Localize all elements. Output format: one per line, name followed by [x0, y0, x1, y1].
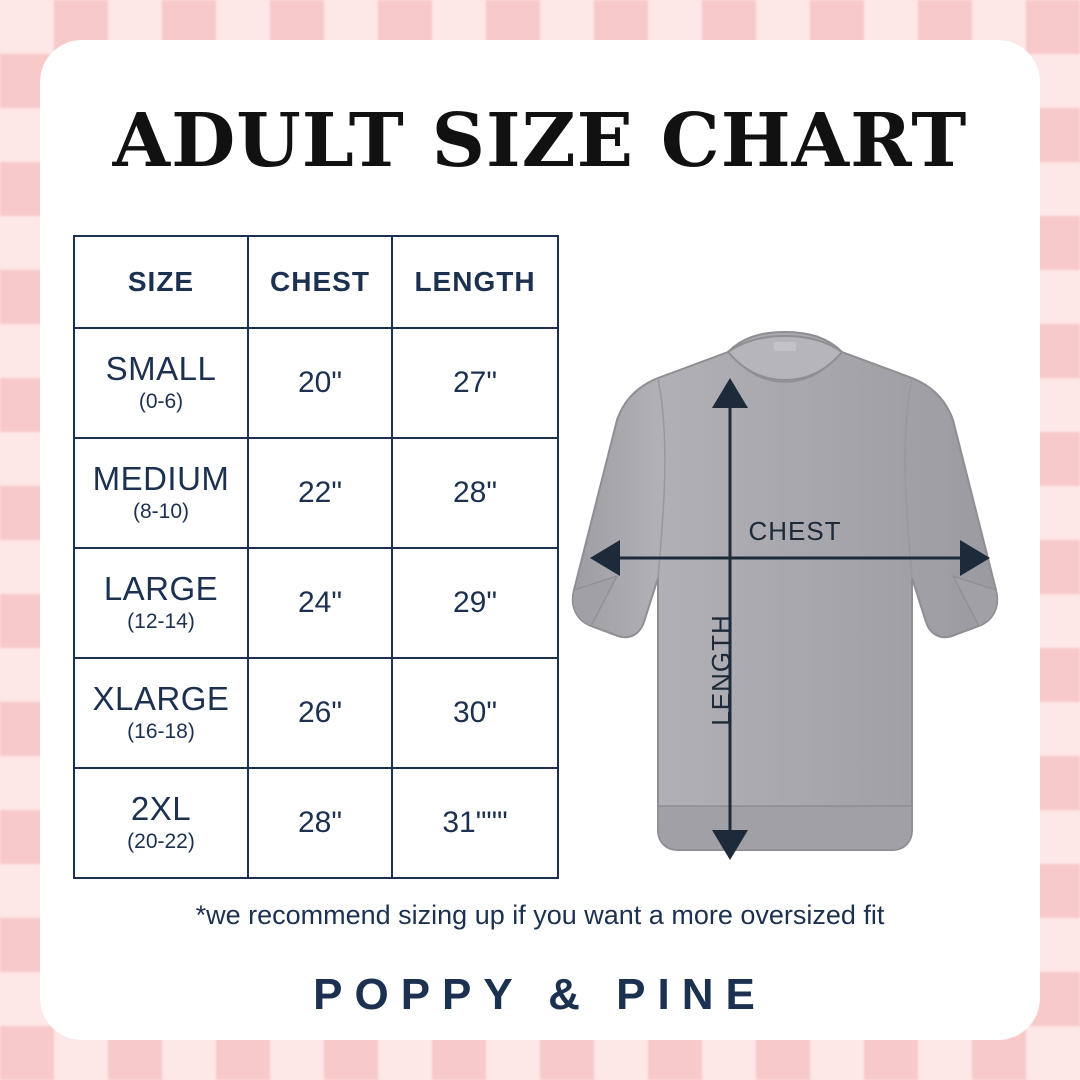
cell-chest: 26"	[248, 658, 392, 768]
page-title: ADULT SIZE CHART	[112, 98, 968, 184]
cell-chest: 20"	[248, 328, 392, 438]
cell-size	[74, 438, 248, 548]
column-header-chest: CHEST	[248, 236, 392, 328]
cell-size	[74, 768, 248, 878]
column-header-length: LENGTH	[392, 236, 558, 328]
cell-size	[74, 548, 248, 658]
size-name: SMALL	[105, 349, 217, 387]
table-row	[74, 768, 558, 878]
cell-length: 27"	[392, 328, 558, 438]
size-chart-card	[40, 40, 1040, 1040]
size-chart-table	[73, 235, 559, 879]
cell-length: 30"	[392, 658, 558, 768]
brand-name: POPPY & PINE	[313, 970, 767, 1019]
cell-chest: 24"	[248, 548, 392, 658]
size-range: (16-18)	[127, 720, 195, 744]
cell-chest: 22"	[248, 438, 392, 548]
cell-size	[74, 658, 248, 768]
sizing-footnote: *we recommend sizing up if you want a more oversized fit	[195, 900, 885, 930]
table-header-row	[74, 236, 558, 328]
size-name: LARGE	[103, 569, 219, 607]
table-row	[74, 328, 558, 438]
chest-dimension-label: CHEST	[748, 516, 842, 546]
size-name: XLARGE	[92, 679, 230, 717]
table-row	[74, 438, 558, 548]
column-header-size: SIZE	[74, 236, 248, 328]
cell-length: 29"	[392, 548, 558, 658]
size-name: MEDIUM	[92, 459, 230, 497]
sweatshirt-illustration	[560, 290, 1010, 890]
size-range: (0-6)	[138, 390, 184, 414]
cell-chest: 28"	[248, 768, 392, 878]
length-dimension-label: LENGTH	[706, 614, 736, 726]
garment-shape	[573, 332, 997, 850]
table-row	[74, 548, 558, 658]
size-range: (8-10)	[132, 500, 190, 524]
size-name: 2XL	[130, 789, 192, 827]
size-range: (20-22)	[127, 830, 195, 854]
cell-size	[74, 328, 248, 438]
cell-length: 28"	[392, 438, 558, 548]
table-row	[74, 658, 558, 768]
cell-length: 31"""	[392, 768, 558, 878]
size-range: (12-14)	[127, 610, 195, 634]
